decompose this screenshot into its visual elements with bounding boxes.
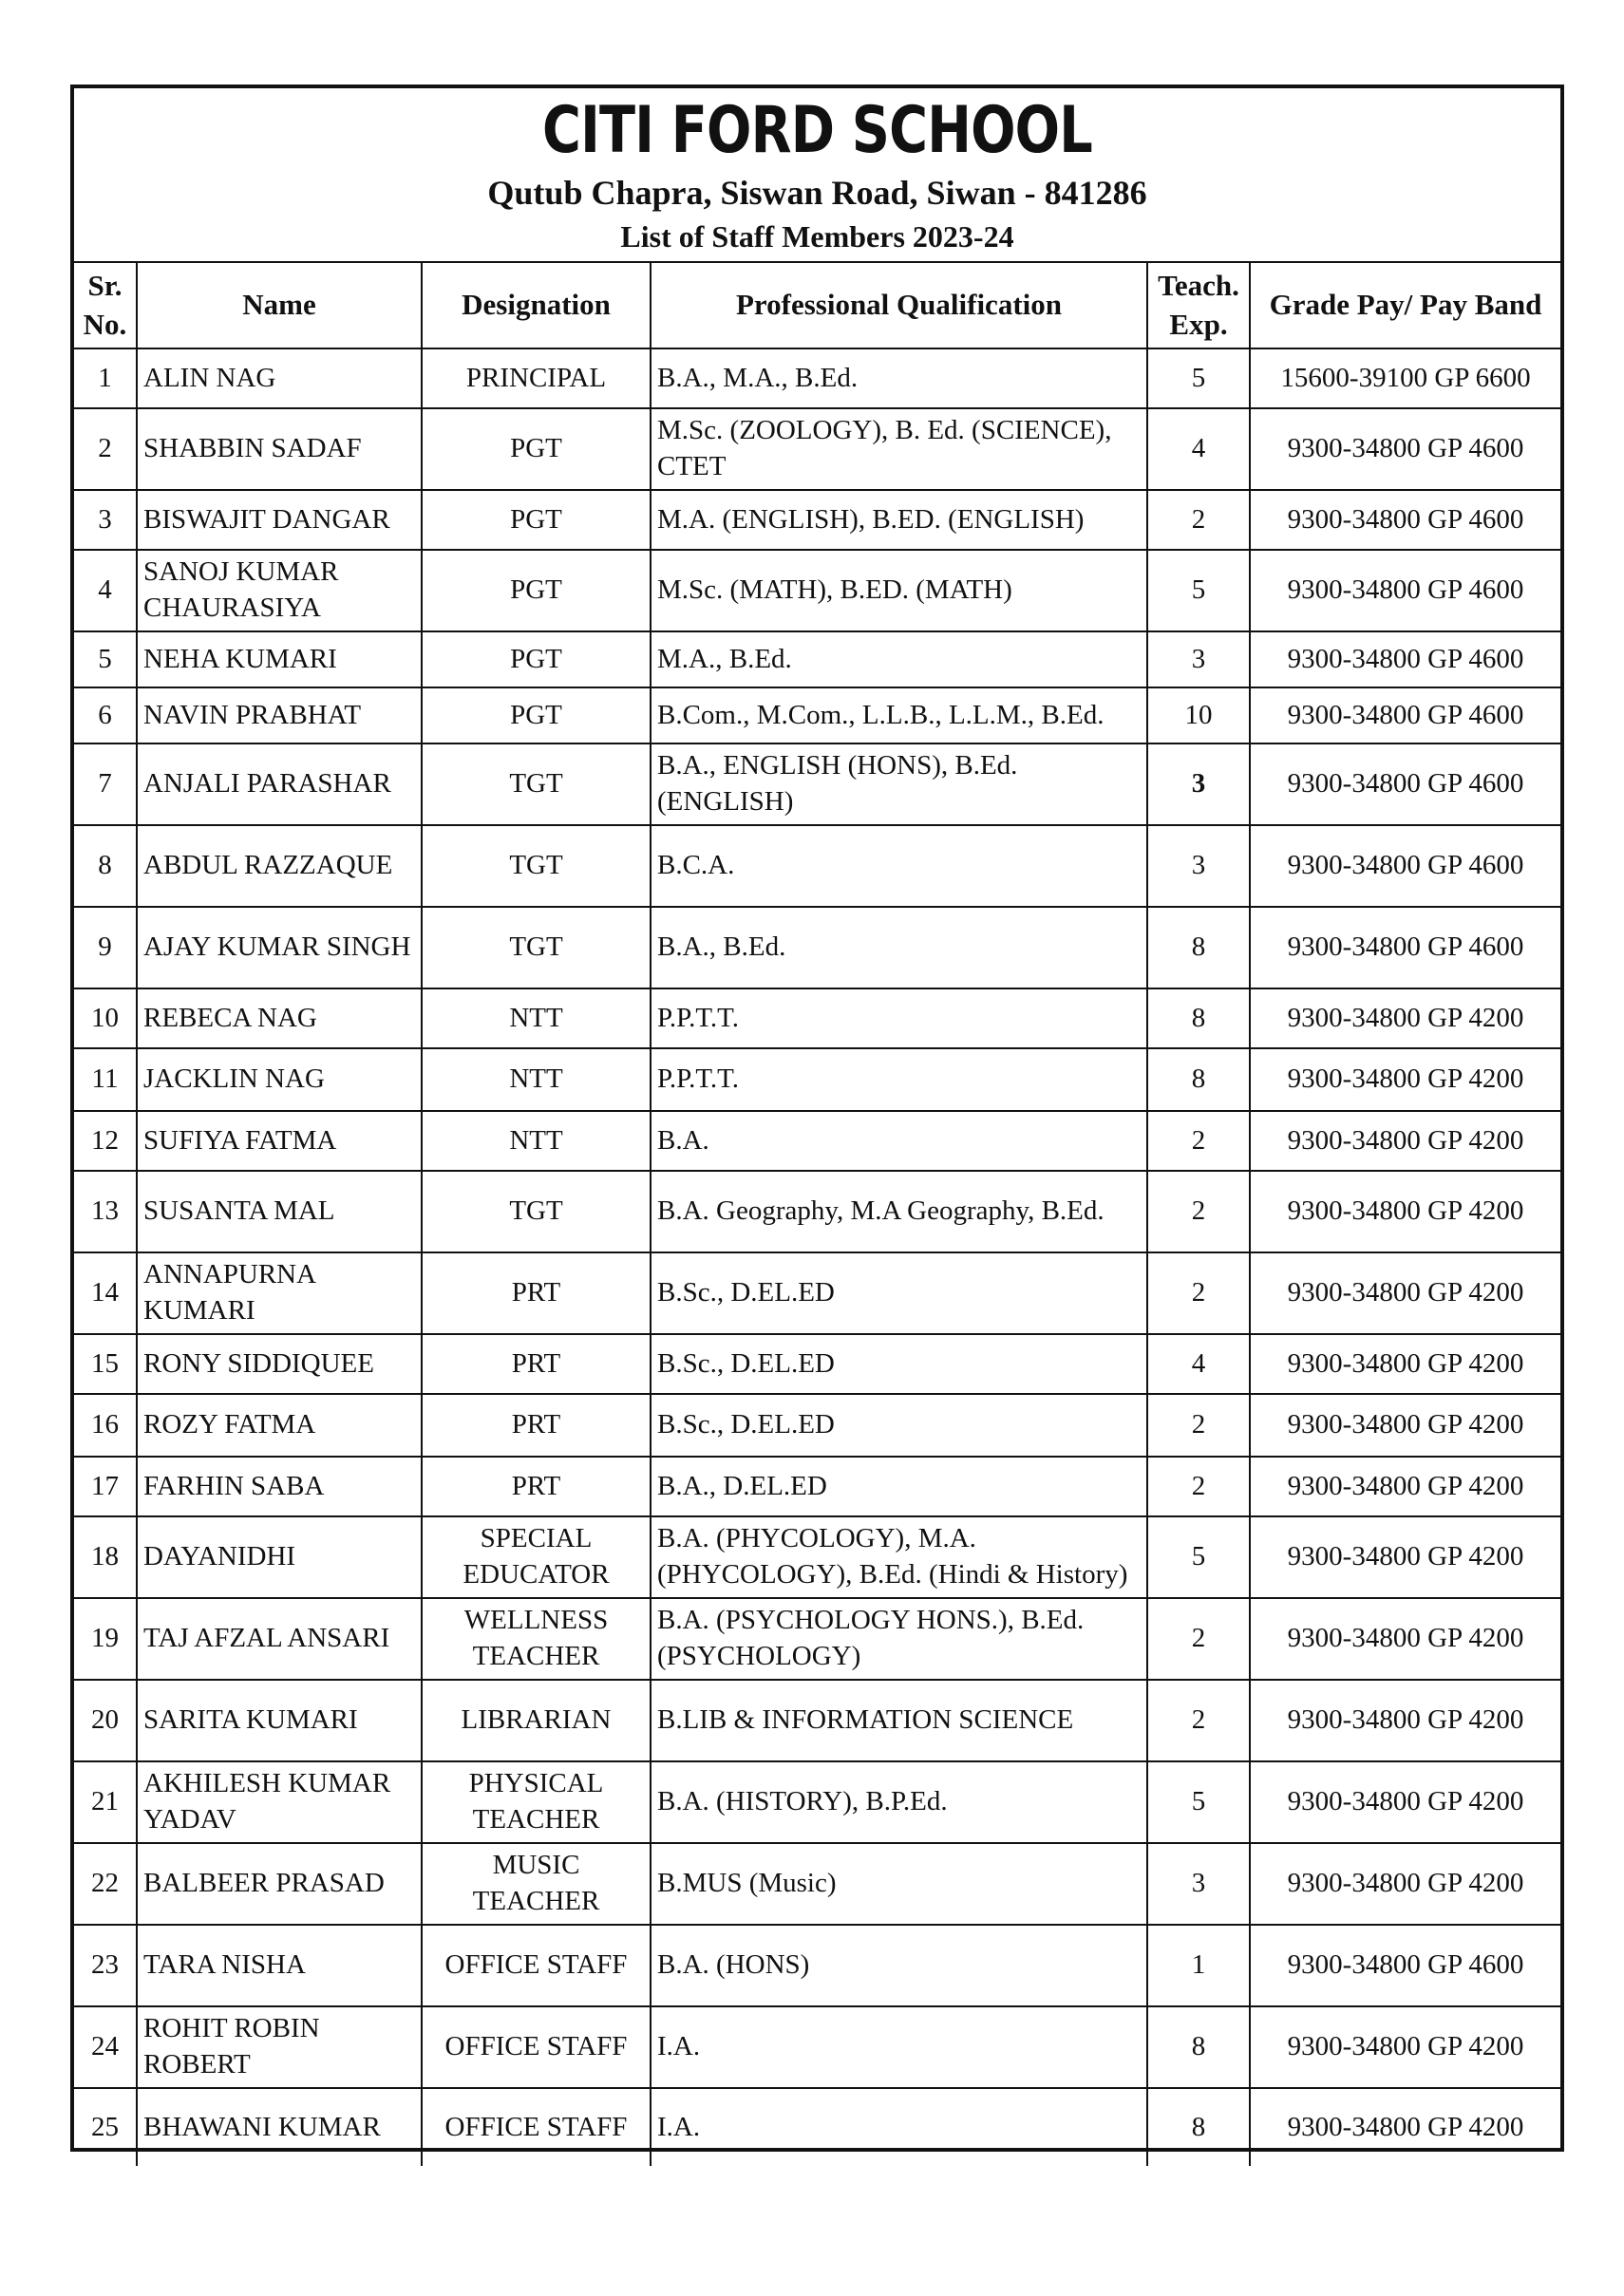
cell-experience: 3 — [1147, 631, 1250, 687]
cell-name: TAJ AFZAL ANSARI — [137, 1598, 422, 1680]
cell-designation: OFFICE STAFF — [422, 2006, 651, 2088]
table-row — [74, 1171, 1560, 1252]
cell-experience: 8 — [1147, 2006, 1250, 2088]
cell-pay: 9300-34800 GP 4600 — [1250, 550, 1560, 631]
cell-pay: 9300-34800 GP 4200 — [1250, 988, 1560, 1048]
cell-experience: 2 — [1147, 1394, 1250, 1457]
cell-pay: 9300-34800 GP 4600 — [1250, 408, 1560, 490]
cell-designation: OFFICE STAFF — [422, 1925, 651, 2006]
cell-pay: 15600-39100 GP 6600 — [1250, 348, 1560, 408]
cell-qualification: B.A. (HONS) — [651, 1925, 1147, 2006]
table-header-row — [74, 263, 1560, 348]
cell-pay: 9300-34800 GP 4200 — [1250, 2006, 1560, 2088]
cell-qualification: M.Sc. (MATH), B.ED. (MATH) — [651, 550, 1147, 631]
table-row — [74, 408, 1560, 490]
cell-designation: PRT — [422, 1457, 651, 1516]
cell-pay: 9300-34800 GP 4600 — [1250, 743, 1560, 825]
cell-name: ROHIT ROBIN ROBERT — [137, 2006, 422, 2088]
cell-designation: OFFICE STAFF — [422, 2088, 651, 2166]
cell-designation: PGT — [422, 687, 651, 743]
cell-sr-no: 22 — [74, 1843, 137, 1925]
table-row — [74, 2088, 1560, 2166]
cell-sr-no: 11 — [74, 1048, 137, 1111]
cell-name: AKHILESH KUMAR YADAV — [137, 1761, 422, 1843]
cell-pay: 9300-34800 GP 4200 — [1250, 1457, 1560, 1516]
cell-pay: 9300-34800 GP 4600 — [1250, 907, 1560, 988]
cell-name: SUSANTA MAL — [137, 1171, 422, 1252]
cell-experience: 2 — [1147, 1680, 1250, 1761]
cell-designation: NTT — [422, 988, 651, 1048]
cell-experience: 2 — [1147, 1111, 1250, 1171]
cell-experience: 4 — [1147, 1334, 1250, 1394]
cell-qualification: B.A. (PSYCHOLOGY HONS.), B.Ed. (PSYCHOLOGY) — [651, 1598, 1147, 1680]
cell-name: ROZY FATMA — [137, 1394, 422, 1457]
cell-experience: 2 — [1147, 1598, 1250, 1680]
cell-sr-no: 17 — [74, 1457, 137, 1516]
cell-experience: 5 — [1147, 348, 1250, 408]
cell-designation: PRT — [422, 1394, 651, 1457]
cell-sr-no: 19 — [74, 1598, 137, 1680]
cell-designation: LIBRARIAN — [422, 1680, 651, 1761]
cell-sr-no: 2 — [74, 408, 137, 490]
table-row — [74, 1925, 1560, 2006]
cell-sr-no: 9 — [74, 907, 137, 988]
table-row — [74, 1111, 1560, 1171]
cell-pay: 9300-34800 GP 4600 — [1250, 687, 1560, 743]
cell-experience: 3 — [1147, 1843, 1250, 1925]
table-row — [74, 1680, 1560, 1761]
cell-designation: SPECIAL EDUCATOR — [422, 1516, 651, 1598]
cell-designation: TGT — [422, 743, 651, 825]
cell-designation: NTT — [422, 1048, 651, 1111]
cell-name: ALIN NAG — [137, 348, 422, 408]
cell-qualification: B.Sc., D.EL.ED — [651, 1252, 1147, 1334]
document-header — [74, 88, 1560, 263]
cell-qualification: B.A. Geography, M.A Geography, B.Ed. — [651, 1171, 1147, 1252]
cell-designation: PGT — [422, 408, 651, 490]
table-row — [74, 1598, 1560, 1680]
cell-qualification: P.P.T.T. — [651, 1048, 1147, 1111]
cell-sr-no: 23 — [74, 1925, 137, 2006]
cell-pay: 9300-34800 GP 4200 — [1250, 1680, 1560, 1761]
cell-sr-no: 14 — [74, 1252, 137, 1334]
cell-designation: PGT — [422, 490, 651, 550]
cell-qualification: B.MUS (Music) — [651, 1843, 1147, 1925]
cell-pay: 9300-34800 GP 4600 — [1250, 1925, 1560, 2006]
header-pay: Grade Pay/ Pay Band — [1250, 263, 1560, 348]
cell-name: BALBEER PRASAD — [137, 1843, 422, 1925]
cell-experience: 5 — [1147, 1761, 1250, 1843]
cell-name: AJAY KUMAR SINGH — [137, 907, 422, 988]
table-row — [74, 1761, 1560, 1843]
cell-name: ANJALI PARASHAR — [137, 743, 422, 825]
cell-name: RONY SIDDIQUEE — [137, 1334, 422, 1394]
cell-designation: PRT — [422, 1334, 651, 1394]
cell-qualification: B.A., D.EL.ED — [651, 1457, 1147, 1516]
cell-experience: 5 — [1147, 1516, 1250, 1598]
cell-sr-no: 4 — [74, 550, 137, 631]
cell-pay: 9300-34800 GP 4200 — [1250, 1252, 1560, 1334]
cell-name: BISWAJIT DANGAR — [137, 490, 422, 550]
cell-pay: 9300-34800 GP 4200 — [1250, 1843, 1560, 1925]
cell-experience: 8 — [1147, 907, 1250, 988]
cell-experience: 8 — [1147, 2088, 1250, 2166]
cell-sr-no: 1 — [74, 348, 137, 408]
cell-designation: WELLNESS TEACHER — [422, 1598, 651, 1680]
header-sr-no: Sr. No. — [74, 263, 137, 348]
cell-qualification: B.A. (HISTORY), B.P.Ed. — [651, 1761, 1147, 1843]
table-row — [74, 1334, 1560, 1394]
cell-name: TARA NISHA — [137, 1925, 422, 2006]
cell-name: BHAWANI KUMAR — [137, 2088, 422, 2166]
cell-qualification: M.A. (ENGLISH), B.ED. (ENGLISH) — [651, 490, 1147, 550]
cell-experience: 1 — [1147, 1925, 1250, 2006]
cell-name: FARHIN SABA — [137, 1457, 422, 1516]
cell-qualification: B.A., ENGLISH (HONS), B.Ed. (ENGLISH) — [651, 743, 1147, 825]
header-experience: Teach. Exp. — [1147, 263, 1250, 348]
cell-qualification: B.Sc., D.EL.ED — [651, 1394, 1147, 1457]
school-address: Qutub Chapra, Siswan Road, Siwan - 841286 — [487, 174, 1147, 212]
cell-name: ABDUL RAZZAQUE — [137, 825, 422, 907]
cell-qualification: B.C.A. — [651, 825, 1147, 907]
cell-pay: 9300-34800 GP 4200 — [1250, 1394, 1560, 1457]
table-row — [74, 1516, 1560, 1598]
cell-pay: 9300-34800 GP 4200 — [1250, 1761, 1560, 1843]
school-name: CITI FORD SCHOOL — [542, 93, 1092, 168]
cell-experience: 8 — [1147, 988, 1250, 1048]
table-row — [74, 2006, 1560, 2088]
cell-designation: TGT — [422, 907, 651, 988]
table-row — [74, 687, 1560, 743]
cell-pay: 9300-34800 GP 4600 — [1250, 631, 1560, 687]
staff-table — [74, 263, 1560, 2166]
cell-sr-no: 5 — [74, 631, 137, 687]
cell-sr-no: 7 — [74, 743, 137, 825]
cell-designation: TGT — [422, 1171, 651, 1252]
table-row — [74, 743, 1560, 825]
cell-experience: 3 — [1147, 743, 1250, 825]
cell-sr-no: 18 — [74, 1516, 137, 1598]
cell-sr-no: 6 — [74, 687, 137, 743]
cell-designation: PRINCIPAL — [422, 348, 651, 408]
document-subtitle: List of Staff Members 2023-24 — [620, 219, 1014, 254]
cell-pay: 9300-34800 GP 4200 — [1250, 1516, 1560, 1598]
cell-qualification: I.A. — [651, 2088, 1147, 2166]
table-row — [74, 1048, 1560, 1111]
cell-qualification: M.Sc. (ZOOLOGY), B. Ed. (SCIENCE), CTET — [651, 408, 1147, 490]
cell-sr-no: 16 — [74, 1394, 137, 1457]
cell-sr-no: 13 — [74, 1171, 137, 1252]
table-row — [74, 988, 1560, 1048]
table-row — [74, 1843, 1560, 1925]
cell-qualification: I.A. — [651, 2006, 1147, 2088]
cell-sr-no: 12 — [74, 1111, 137, 1171]
cell-sr-no: 20 — [74, 1680, 137, 1761]
cell-qualification: B.A. — [651, 1111, 1147, 1171]
cell-experience: 2 — [1147, 1252, 1250, 1334]
cell-designation: PGT — [422, 550, 651, 631]
cell-sr-no: 3 — [74, 490, 137, 550]
cell-sr-no: 25 — [74, 2088, 137, 2166]
table-row — [74, 490, 1560, 550]
table-row — [74, 1252, 1560, 1334]
cell-name: SUFIYA FATMA — [137, 1111, 422, 1171]
cell-experience: 4 — [1147, 408, 1250, 490]
table-row — [74, 907, 1560, 988]
cell-experience: 8 — [1147, 1048, 1250, 1111]
cell-pay: 9300-34800 GP 4200 — [1250, 1048, 1560, 1111]
header-designation: Designation — [422, 263, 651, 348]
table-row — [74, 550, 1560, 631]
cell-name: NEHA KUMARI — [137, 631, 422, 687]
cell-qualification: B.LIB & INFORMATION SCIENCE — [651, 1680, 1147, 1761]
cell-name: SARITA KUMARI — [137, 1680, 422, 1761]
cell-name: REBECA NAG — [137, 988, 422, 1048]
header-qualification: Professional Qualification — [651, 263, 1147, 348]
cell-experience: 10 — [1147, 687, 1250, 743]
cell-designation: TGT — [422, 825, 651, 907]
cell-qualification: M.A., B.Ed. — [651, 631, 1147, 687]
cell-experience: 2 — [1147, 490, 1250, 550]
table-row — [74, 1394, 1560, 1457]
table-row — [74, 348, 1560, 408]
cell-name: ANNAPURNA KUMARI — [137, 1252, 422, 1334]
cell-name: NAVIN PRABHAT — [137, 687, 422, 743]
cell-qualification: B.A., B.Ed. — [651, 907, 1147, 988]
header-name: Name — [137, 263, 422, 348]
cell-sr-no: 8 — [74, 825, 137, 907]
cell-sr-no: 15 — [74, 1334, 137, 1394]
cell-sr-no: 24 — [74, 2006, 137, 2088]
cell-pay: 9300-34800 GP 4200 — [1250, 1111, 1560, 1171]
table-row — [74, 1457, 1560, 1516]
cell-experience: 2 — [1147, 1457, 1250, 1516]
cell-name: SANOJ KUMAR CHAURASIYA — [137, 550, 422, 631]
cell-designation: NTT — [422, 1111, 651, 1171]
cell-pay: 9300-34800 GP 4600 — [1250, 490, 1560, 550]
cell-designation: MUSIC TEACHER — [422, 1843, 651, 1925]
cell-designation: PRT — [422, 1252, 651, 1334]
staff-list-document — [70, 85, 1564, 2152]
cell-pay: 9300-34800 GP 4200 — [1250, 1334, 1560, 1394]
cell-qualification: B.A., M.A., B.Ed. — [651, 348, 1147, 408]
cell-qualification: B.Sc., D.EL.ED — [651, 1334, 1147, 1394]
cell-qualification: P.P.T.T. — [651, 988, 1147, 1048]
cell-pay: 9300-34800 GP 4600 — [1250, 825, 1560, 907]
cell-pay: 9300-34800 GP 4200 — [1250, 1598, 1560, 1680]
cell-experience: 2 — [1147, 1171, 1250, 1252]
cell-pay: 9300-34800 GP 4200 — [1250, 1171, 1560, 1252]
cell-pay: 9300-34800 GP 4200 — [1250, 2088, 1560, 2166]
cell-qualification: B.Com., M.Com., L.L.B., L.L.M., B.Ed. — [651, 687, 1147, 743]
cell-experience: 3 — [1147, 825, 1250, 907]
cell-qualification: B.A. (PHYCOLOGY), M.A. (PHYCOLOGY), B.Ed. (Hindi & History) — [651, 1516, 1147, 1598]
cell-name: DAYANIDHI — [137, 1516, 422, 1598]
cell-sr-no: 21 — [74, 1761, 137, 1843]
cell-designation: PGT — [422, 631, 651, 687]
cell-designation: PHYSICAL TEACHER — [422, 1761, 651, 1843]
cell-sr-no: 10 — [74, 988, 137, 1048]
cell-name: JACKLIN NAG — [137, 1048, 422, 1111]
table-row — [74, 825, 1560, 907]
table-row — [74, 631, 1560, 687]
cell-name: SHABBIN SADAF — [137, 408, 422, 490]
cell-experience: 5 — [1147, 550, 1250, 631]
